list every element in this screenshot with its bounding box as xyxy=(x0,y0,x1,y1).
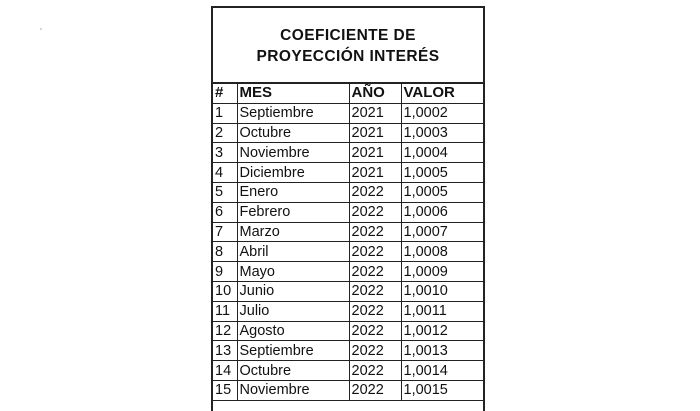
cell-year: 2021 xyxy=(349,143,401,163)
cell-number: 11 xyxy=(213,301,237,321)
table-row xyxy=(213,361,483,381)
cell-year: 2022 xyxy=(349,202,401,222)
table-row xyxy=(213,222,483,242)
cell-year: 2022 xyxy=(349,380,401,400)
table-body xyxy=(213,103,483,400)
cell-month: Abril xyxy=(237,242,349,262)
table-row xyxy=(213,281,483,301)
table-row xyxy=(213,242,483,262)
cell-value: 1,0010 xyxy=(401,281,483,301)
coefficient-table xyxy=(213,84,483,401)
cell-year: 2022 xyxy=(349,222,401,242)
cell-year: 2022 xyxy=(349,301,401,321)
cell-number: 3 xyxy=(213,143,237,163)
cell-value: 1,0004 xyxy=(401,143,483,163)
cell-value: 1,0013 xyxy=(401,341,483,361)
header-value: VALOR xyxy=(401,84,483,103)
cell-month: Febrero xyxy=(237,202,349,222)
cell-number: 1 xyxy=(213,103,237,123)
table-row xyxy=(213,182,483,202)
cell-value: 1,0011 xyxy=(401,301,483,321)
cell-year: 2022 xyxy=(349,242,401,262)
scan-speck xyxy=(40,28,42,30)
cell-year: 2022 xyxy=(349,321,401,341)
table-row xyxy=(213,341,483,361)
cell-number: 10 xyxy=(213,281,237,301)
cell-month: Diciembre xyxy=(237,163,349,183)
cell-month: Marzo xyxy=(237,222,349,242)
cell-month: Octubre xyxy=(237,361,349,381)
title-line-2: PROYECCIÓN INTERÉS xyxy=(256,48,440,65)
cell-year: 2022 xyxy=(349,361,401,381)
cell-number: 12 xyxy=(213,321,237,341)
cell-value: 1,0012 xyxy=(401,321,483,341)
cell-value: 1,0005 xyxy=(401,182,483,202)
cell-value: 1,0007 xyxy=(401,222,483,242)
cell-value: 1,0006 xyxy=(401,202,483,222)
table-row xyxy=(213,202,483,222)
cell-month: Enero xyxy=(237,182,349,202)
cell-month: Noviembre xyxy=(237,143,349,163)
table-row xyxy=(213,103,483,123)
cell-value: 1,0003 xyxy=(401,123,483,143)
cell-year: 2022 xyxy=(349,341,401,361)
cell-value: 1,0014 xyxy=(401,361,483,381)
cell-number: 2 xyxy=(213,123,237,143)
cell-number: 15 xyxy=(213,380,237,400)
header-number: # xyxy=(213,84,237,103)
cell-value: 1,0008 xyxy=(401,242,483,262)
header-row xyxy=(213,84,483,103)
cell-year: 2021 xyxy=(349,123,401,143)
cell-month: Julio xyxy=(237,301,349,321)
cell-number: 5 xyxy=(213,182,237,202)
cell-number: 4 xyxy=(213,163,237,183)
cell-month: Octubre xyxy=(237,123,349,143)
cell-number: 7 xyxy=(213,222,237,242)
cell-value: 1,0002 xyxy=(401,103,483,123)
cell-value: 1,0005 xyxy=(401,163,483,183)
cell-month: Noviembre xyxy=(237,380,349,400)
cell-month: Junio xyxy=(237,281,349,301)
header-year: AÑO xyxy=(349,84,401,103)
cell-year: 2022 xyxy=(349,182,401,202)
table-row xyxy=(213,321,483,341)
title-line-1: COEFICIENTE DE xyxy=(280,27,416,44)
cell-value: 1,0009 xyxy=(401,262,483,282)
table-row xyxy=(213,163,483,183)
cell-month: Agosto xyxy=(237,321,349,341)
cell-month: Septiembre xyxy=(237,103,349,123)
cell-year: 2021 xyxy=(349,103,401,123)
cell-year: 2021 xyxy=(349,163,401,183)
header-month: MES xyxy=(237,84,349,103)
cell-month: Septiembre xyxy=(237,341,349,361)
cell-year: 2022 xyxy=(349,281,401,301)
coefficient-sheet xyxy=(211,6,485,411)
table-row xyxy=(213,380,483,400)
cell-value: 1,0015 xyxy=(401,380,483,400)
cell-year: 2022 xyxy=(349,262,401,282)
table-row xyxy=(213,262,483,282)
cell-month: Mayo xyxy=(237,262,349,282)
table-row xyxy=(213,143,483,163)
cell-number: 13 xyxy=(213,341,237,361)
cell-number: 9 xyxy=(213,262,237,282)
table-row xyxy=(213,123,483,143)
table-row xyxy=(213,301,483,321)
title-box xyxy=(213,8,483,84)
cell-number: 14 xyxy=(213,361,237,381)
cell-number: 8 xyxy=(213,242,237,262)
cell-number: 6 xyxy=(213,202,237,222)
